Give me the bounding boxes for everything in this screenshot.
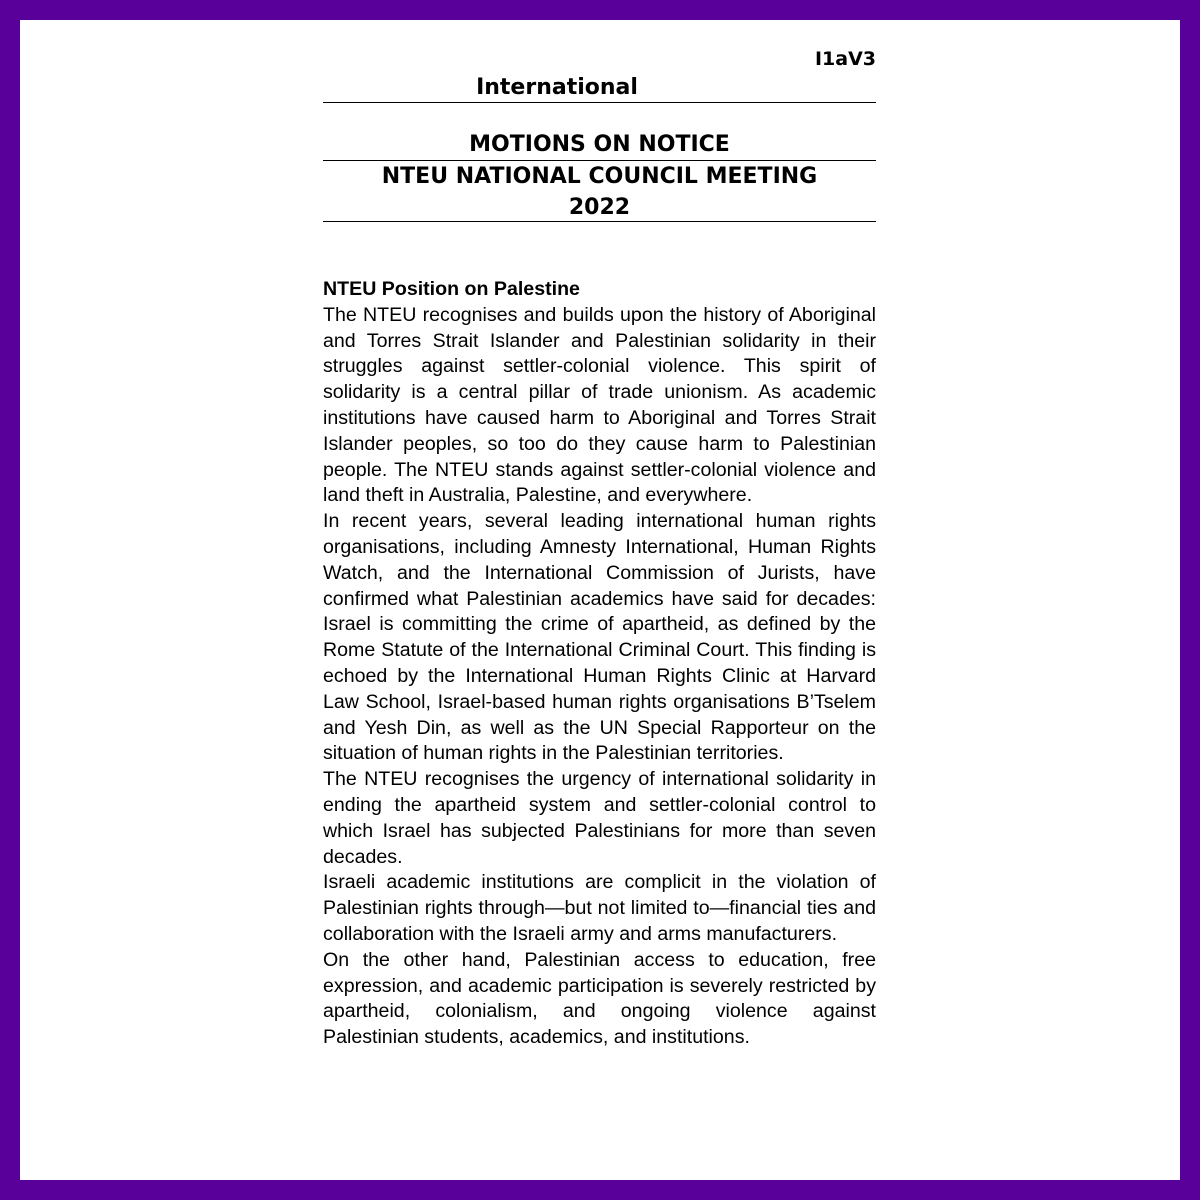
heading-council-meeting: NTEU NATIONAL COUNCIL MEETING	[381, 164, 818, 189]
divider-bottom	[323, 221, 876, 222]
document-code: I1aV3	[814, 48, 876, 70]
heading-year: 2022	[568, 195, 631, 220]
motion-paragraph: The NTEU recognises and builds upon the history of Aboriginal and Torres Strait Islander and Palestinian solidarity in their struggles against settler-colonial violence. This spirit of solidarity is a central pillar of trade unionism. As academic institutions have caused harm to Aboriginal and Torres Strait Islander peoples, so too do they cause harm to Palestinian people. The NTEU stands against settler-colonial violence and land theft in Australia, Palestine, and everywhere.	[323, 303, 876, 507]
divider-top	[323, 102, 876, 103]
heading-motions-on-notice: MOTIONS ON NOTICE	[469, 132, 730, 157]
motion-body	[323, 277, 876, 1051]
motion-paragraph: On the other hand, Palestinian access to education, free expression, and academic participation is severely restricted by apartheid, colonialism, and ongoing violence against Palestinian students, academics, and institutions.	[323, 948, 876, 1049]
divider-middle	[323, 160, 876, 161]
section-label: International	[476, 75, 638, 100]
motion-title: NTEU Position on Palestine	[323, 278, 580, 300]
motion-paragraph: In recent years, several leading international human rights organisations, including Amnesty International, Human Rights Watch, and the International Commission of Jurists, have confirmed what Palestinian academics have said for decades: Israel is committing the crime of apartheid, as defined by the Rome Statute of the International Criminal Court. This finding is echoed by the International Human Rights Clinic at Harvard Law School, Israel-based human rights organisations B’Tselem and Yesh Din, as well as the UN Special Rapporteur on the situation of human rights in the Palestinian territories.	[323, 510, 876, 765]
motion-paragraph: Israeli academic institutions are complicit in the violation of Palestinian rights through—but not limited to—financial ties and collaboration with the Israeli army and arms manufacturers.	[323, 871, 876, 945]
motion-paragraph: The NTEU recognises the urgency of international solidarity in ending the apartheid system and settler-colonial control to which Israel has subjected Palestinians for more than seven decades.	[323, 768, 876, 868]
document-page	[20, 20, 1180, 1180]
